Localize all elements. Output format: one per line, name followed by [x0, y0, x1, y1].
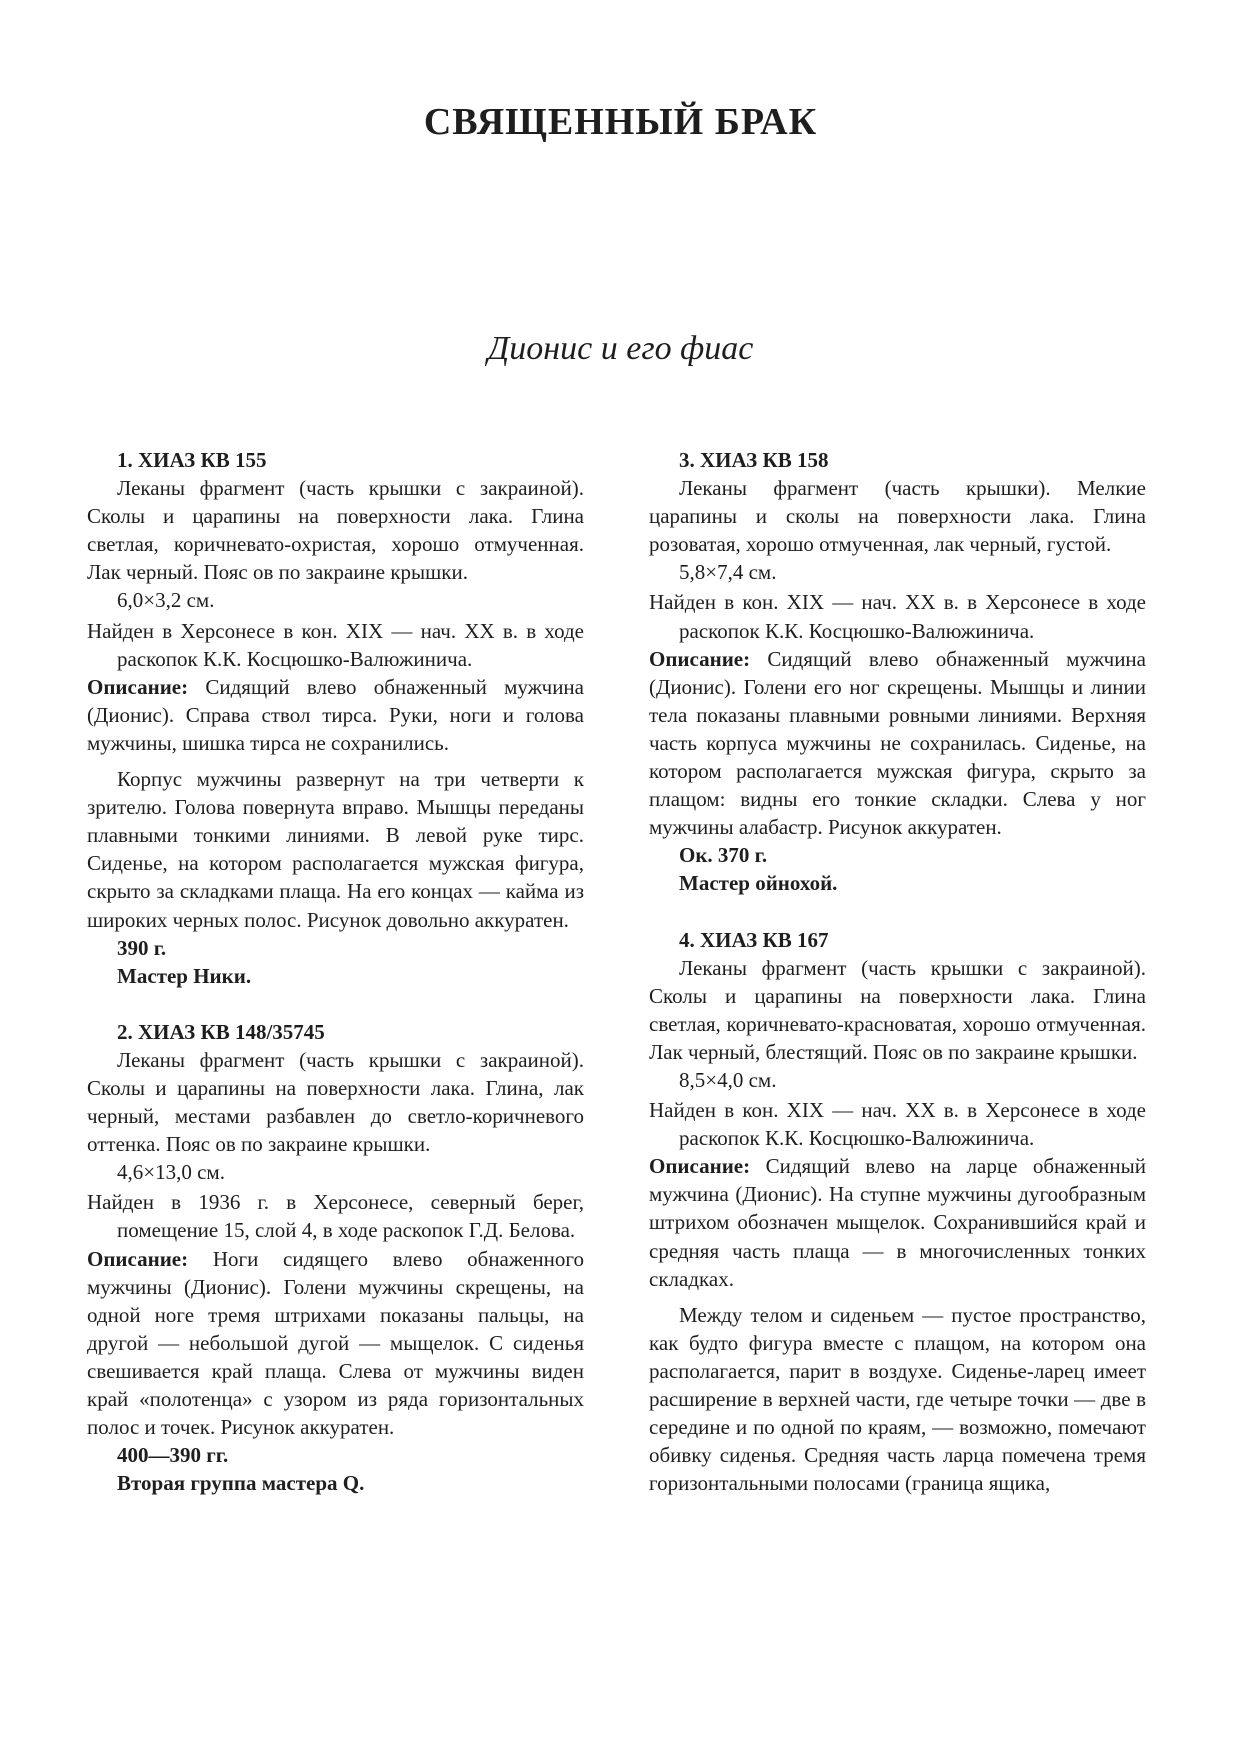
entry-find: Найден в кон. XIX — нач. XX в. в Херсонесе в ходе раскопок К.К. Косцюшко-Валюжинича.: [649, 590, 1146, 643]
catalog-entry: [649, 446, 1146, 898]
catalog-entry: [87, 1018, 584, 1498]
catalog-entry: [649, 926, 1146, 1498]
entry-master: Мастер Ники.: [117, 963, 252, 988]
entry-master: Вторая группа мастера Q.: [117, 1471, 365, 1496]
entry-date: 390 г.: [117, 935, 167, 960]
page-title: СВЯЩЕННЫЙ БРАК: [423, 101, 818, 143]
entry-size: 5,8×7,4 см.: [679, 560, 777, 585]
section-title: Дионис и его фиас: [487, 330, 754, 367]
left-column: [87, 446, 584, 1497]
catalog-entry: [87, 446, 584, 990]
description-text: Ноги сидящего влево обнаженного мужчины (Дионис). Голени мужчины скрещены, на одной ноге тремя штрихами показаны пальцы, на другой — небольшой дугой — мыщелок. С сиденья свешивается край плаща. Слева от мужчины виден край «полотенца» с узором из ряда горизонтальных полос и точек. Рисунок аккуратен.: [87, 1246, 585, 1440]
description-text: Сидящий влево на ларце обнаженный мужчина (Дионис). На ступне мужчины дугообразным штрихом обозначен мыщелок. Сохранившийся край и средняя часть плаща — в многочисленных тонких складках.: [649, 1154, 1146, 1291]
entry-description: [87, 1245, 584, 1442]
entry-description: [87, 673, 584, 757]
entry-master: Мастер ойнохой.: [679, 871, 838, 896]
entry-extra: Корпус мужчины развернут на три четверти к зрителю. Голова повернута вправо. Мышцы переданы плавными тонкими линиями. В левой руке тирс. Сиденье, на котором располагается мужская фигура, скрыто за складками плаща. На его концах — кайма из широких черных полос. Рисунок довольно аккуратен.: [87, 767, 584, 932]
description-text: Сидящий влево обнаженный мужчина (Дионис). Справа ствол тирса. Руки, ноги и голова мужчины, шишка тирса не сохранились.: [87, 674, 584, 755]
entry-size: 6,0×3,2 см.: [117, 588, 215, 613]
entry-text: Леканы фрагмент (часть крышки с закраиной). Сколы и царапины на поверхности лака. Глина светлая, коричневато-охристая, хорошо отмученная. Лак черный. Пояс ов по закраине крышки.: [87, 476, 584, 585]
entry-text: Леканы фрагмент (часть крышки с закраиной). Сколы и царапины на поверхности лака. Глина, лак черный, местами разбавлен до светло-коричневого оттенка. Пояс ов по закраине крышки.: [87, 1047, 584, 1157]
entry-find: Найден в кон. XIX — нач. XX в. в Херсонесе в ходе раскопок К.К. Косцюшко-Валюжинича.: [649, 1098, 1146, 1151]
description-label: Описание:: [87, 1246, 189, 1271]
entry-heading: 3. ХИАЗ КВ 158: [679, 448, 829, 472]
entry-find: Найден в Херсонесе в кон. XIX — нач. XX в. в ходе раскопок К.К. Косцюшко-Валюжинича.: [87, 618, 584, 671]
description-text: Сидящий влево обнаженный мужчина (Дионис). Голени его ног скрещены. Мышцы и линии тела показаны плавными ровными линиями. Верхняя часть корпуса мужчины не сохранилась. Сиденье, на котором располагается мужская фигура, скрыто за плащом: видны его тонкие складки. Слева у ног мужчины алабастр. Рисунок аккуратен.: [649, 646, 1146, 840]
entry-description: [649, 645, 1146, 842]
entry-date: Ок. 370 г.: [679, 843, 768, 868]
description-label: Описание:: [87, 674, 189, 699]
entry-text: Леканы фрагмент (часть крышки). Мелкие царапины и сколы на поверхности лака. Глина розоватая, хорошо отмученная, лак черный, густой.: [649, 476, 1146, 557]
description-label: Описание:: [649, 1154, 751, 1179]
entry-size: 8,5×4,0 см.: [679, 1067, 777, 1092]
entry-find: Найден в 1936 г. в Херсонесе, северный берег, помещение 15, слой 4, в ходе раскопок Г.Д. Белова.: [87, 1190, 584, 1243]
entry-heading: 2. ХИАЗ КВ 148/35745: [117, 1019, 325, 1044]
entry-heading: 1. ХИАЗ КВ 155: [117, 448, 267, 472]
entry-heading: 4. ХИАЗ КВ 167: [679, 927, 829, 952]
entry-description: [649, 1152, 1146, 1292]
entry-date: 400—390 гг.: [117, 1443, 229, 1468]
entry-text: Леканы фрагмент (часть крышки с закраиной). Сколы и царапины на поверхности лака. Глина светлая, коричневато-красноватая, хорошо отмученная. Лак черный, блестящий. Пояс ов по закраине крышки.: [649, 955, 1146, 1064]
description-label: Описание:: [649, 646, 751, 671]
entry-size: 4,6×13,0 см.: [117, 1160, 225, 1185]
entry-extra: Между телом и сиденьем — пустое пространство, как будто фигура вместе с плащом, на котором она располагается, парит в воздухе. Сиденье-ларец имеет расширение в верхней части, где четыре точки — две в середине и по одной по краям, — возможно, помечают обивку сиденья. Средняя часть ларца помечена тремя горизонтальными полосами (граница ящика,: [649, 1302, 1146, 1496]
right-column: [649, 446, 1146, 1497]
